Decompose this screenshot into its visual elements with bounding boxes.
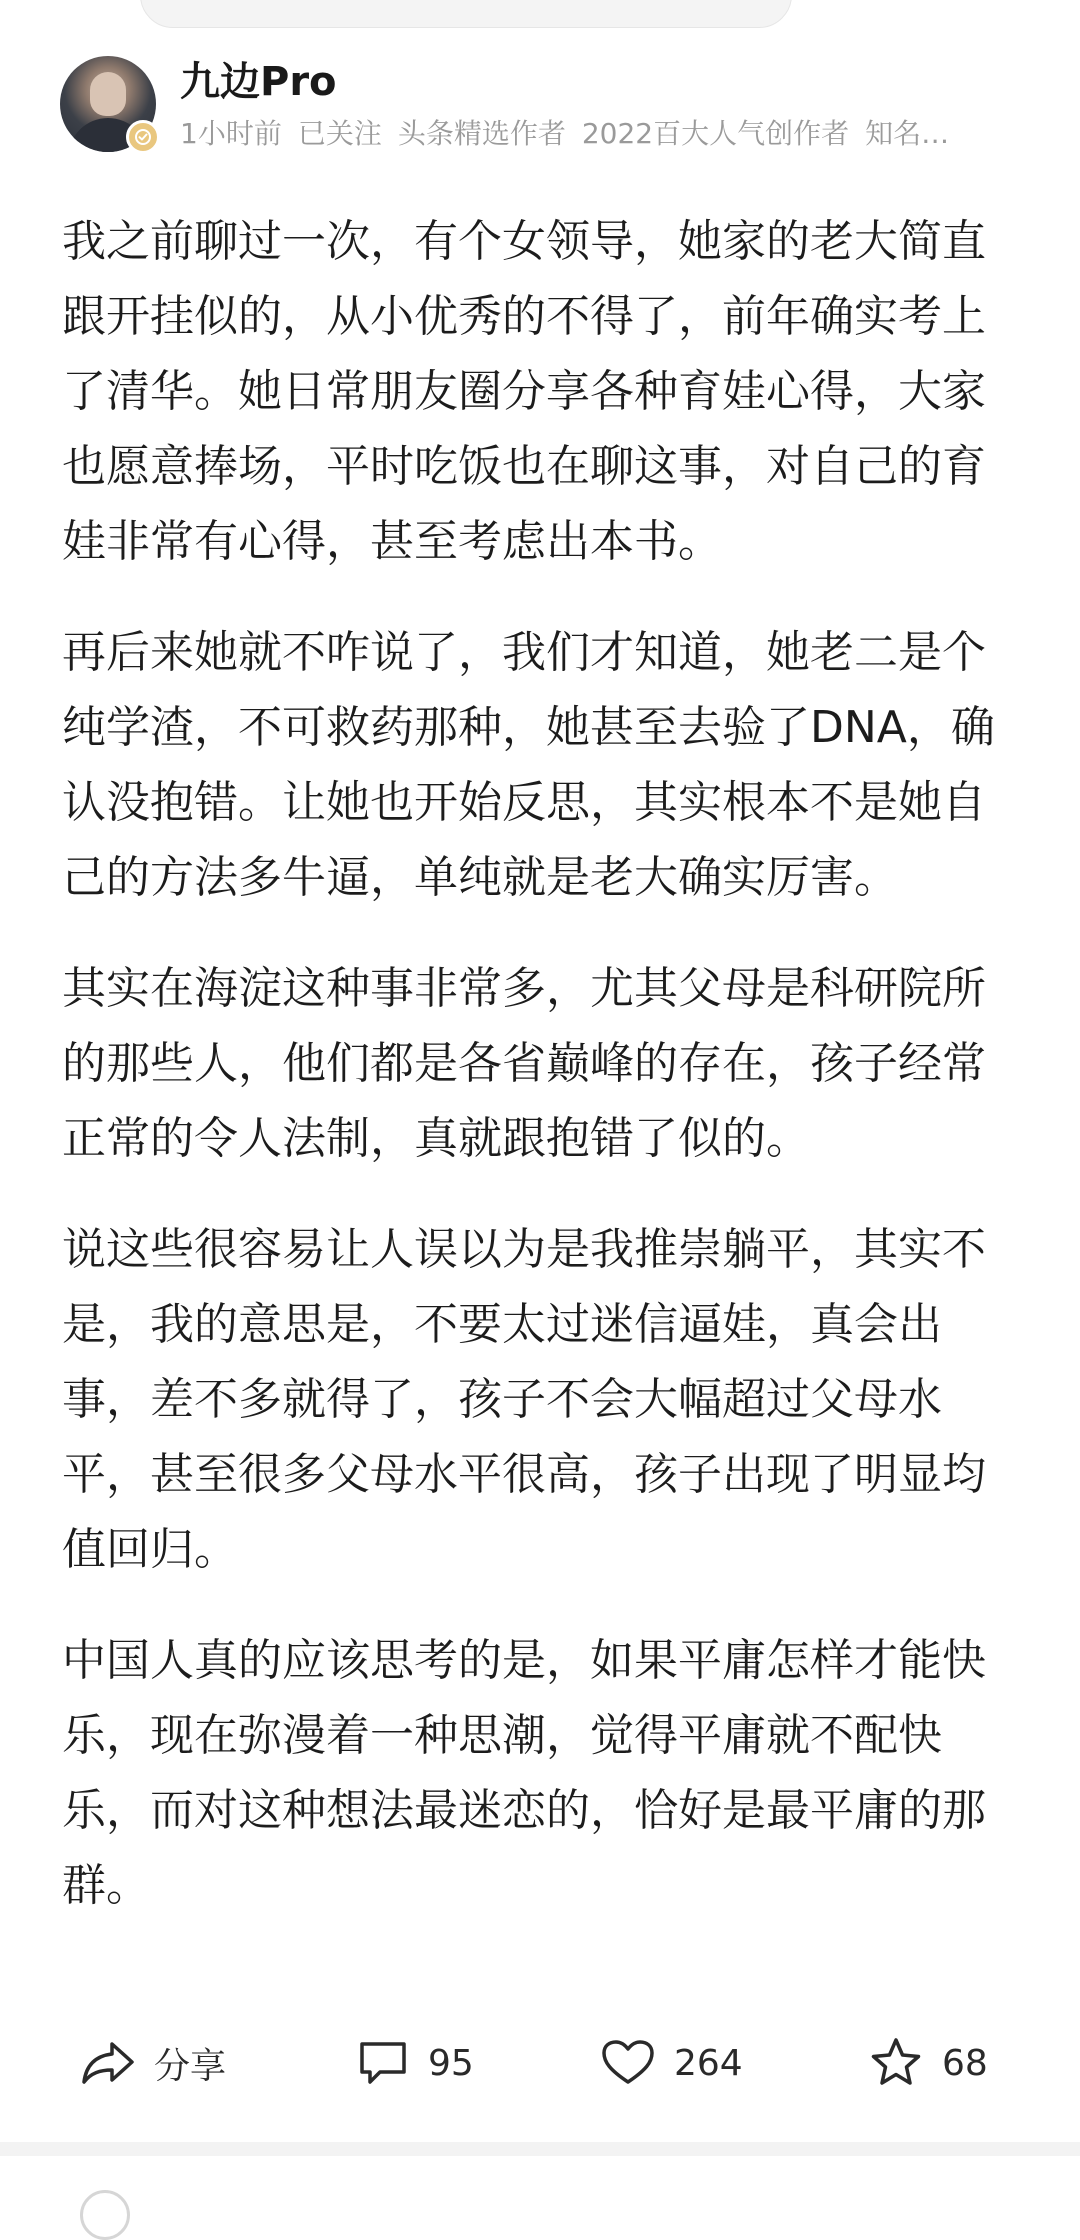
- favorite-count: 68: [942, 2042, 988, 2084]
- comment-count: 95: [428, 2042, 474, 2084]
- star-icon: [868, 2036, 924, 2090]
- favorite-button[interactable]: [868, 2028, 988, 2098]
- author-tag-truncated: 知名…: [865, 117, 950, 150]
- post-body: [62, 204, 1022, 1959]
- post-paragraph: 中国人真的应该思考的是，如果平庸怎样才能快乐，现在弥漫着一种思潮，觉得平庸就不配快乐，而对这种想法最迷恋的，恰好是最平庸的那群。: [62, 1635, 986, 1911]
- author-meta-line: [180, 116, 1025, 152]
- avatar-face: [90, 72, 126, 116]
- author-tag-featured: 头条精选作者: [397, 117, 566, 150]
- post-time: 1小时前: [180, 117, 282, 150]
- heart-icon: [600, 2038, 656, 2088]
- next-post-avatar[interactable]: [80, 2190, 130, 2240]
- verified-badge-icon: [126, 120, 160, 154]
- post-paragraph: 我之前聊过一次，有个女领导，她家的老大简直跟开挂似的，从小优秀的不得了，前年确实考上了清华。她日常朋友圈分享各种育娃心得，大家也愿意捧场，平时吃饭也在聊这事，对自己的育娃非常有心得，甚至考虑出本书。: [62, 216, 986, 567]
- top-search-pill[interactable]: [140, 0, 792, 28]
- post-paragraph: 其实在海淀这种事非常多，尤其父母是科研院所的那些人，他们都是各省巅峰的存在，孩子经常正常的令人法制，真就跟抱错了似的。: [62, 963, 986, 1164]
- follow-status[interactable]: 已关注: [297, 117, 382, 150]
- comment-bubble-icon: [356, 2038, 410, 2088]
- like-button[interactable]: [600, 2028, 743, 2098]
- share-arrow-icon: [80, 2038, 136, 2088]
- share-label: 分享: [154, 2045, 227, 2087]
- like-count: 264: [674, 2042, 743, 2084]
- section-divider: [0, 2142, 1080, 2156]
- comment-button[interactable]: [356, 2028, 474, 2098]
- share-button[interactable]: [80, 2028, 226, 2098]
- author-tag-award: 2022百大人气创作者: [581, 117, 850, 150]
- post-paragraph: 再后来她就不咋说了，我们才知道，她老二是个纯学渣，不可救药那种，她甚至去验了DNA，确认没抱错。让她也开始反思，其实根本不是她自己的方法多牛逼，单纯就是老大确实厉害。: [62, 627, 995, 903]
- post-action-bar: [0, 2028, 1080, 2098]
- author-name[interactable]: 九边Pro: [180, 59, 337, 105]
- post-paragraph: 说这些很容易让人误以为是我推崇躺平，其实不是，我的意思是，不要太过迷信逼娃，真会出事，差不多就得了，孩子不会大幅超过父母水平，甚至很多父母水平很高，孩子出现了明显均值回归。: [62, 1224, 986, 1575]
- author-header: [60, 56, 1040, 156]
